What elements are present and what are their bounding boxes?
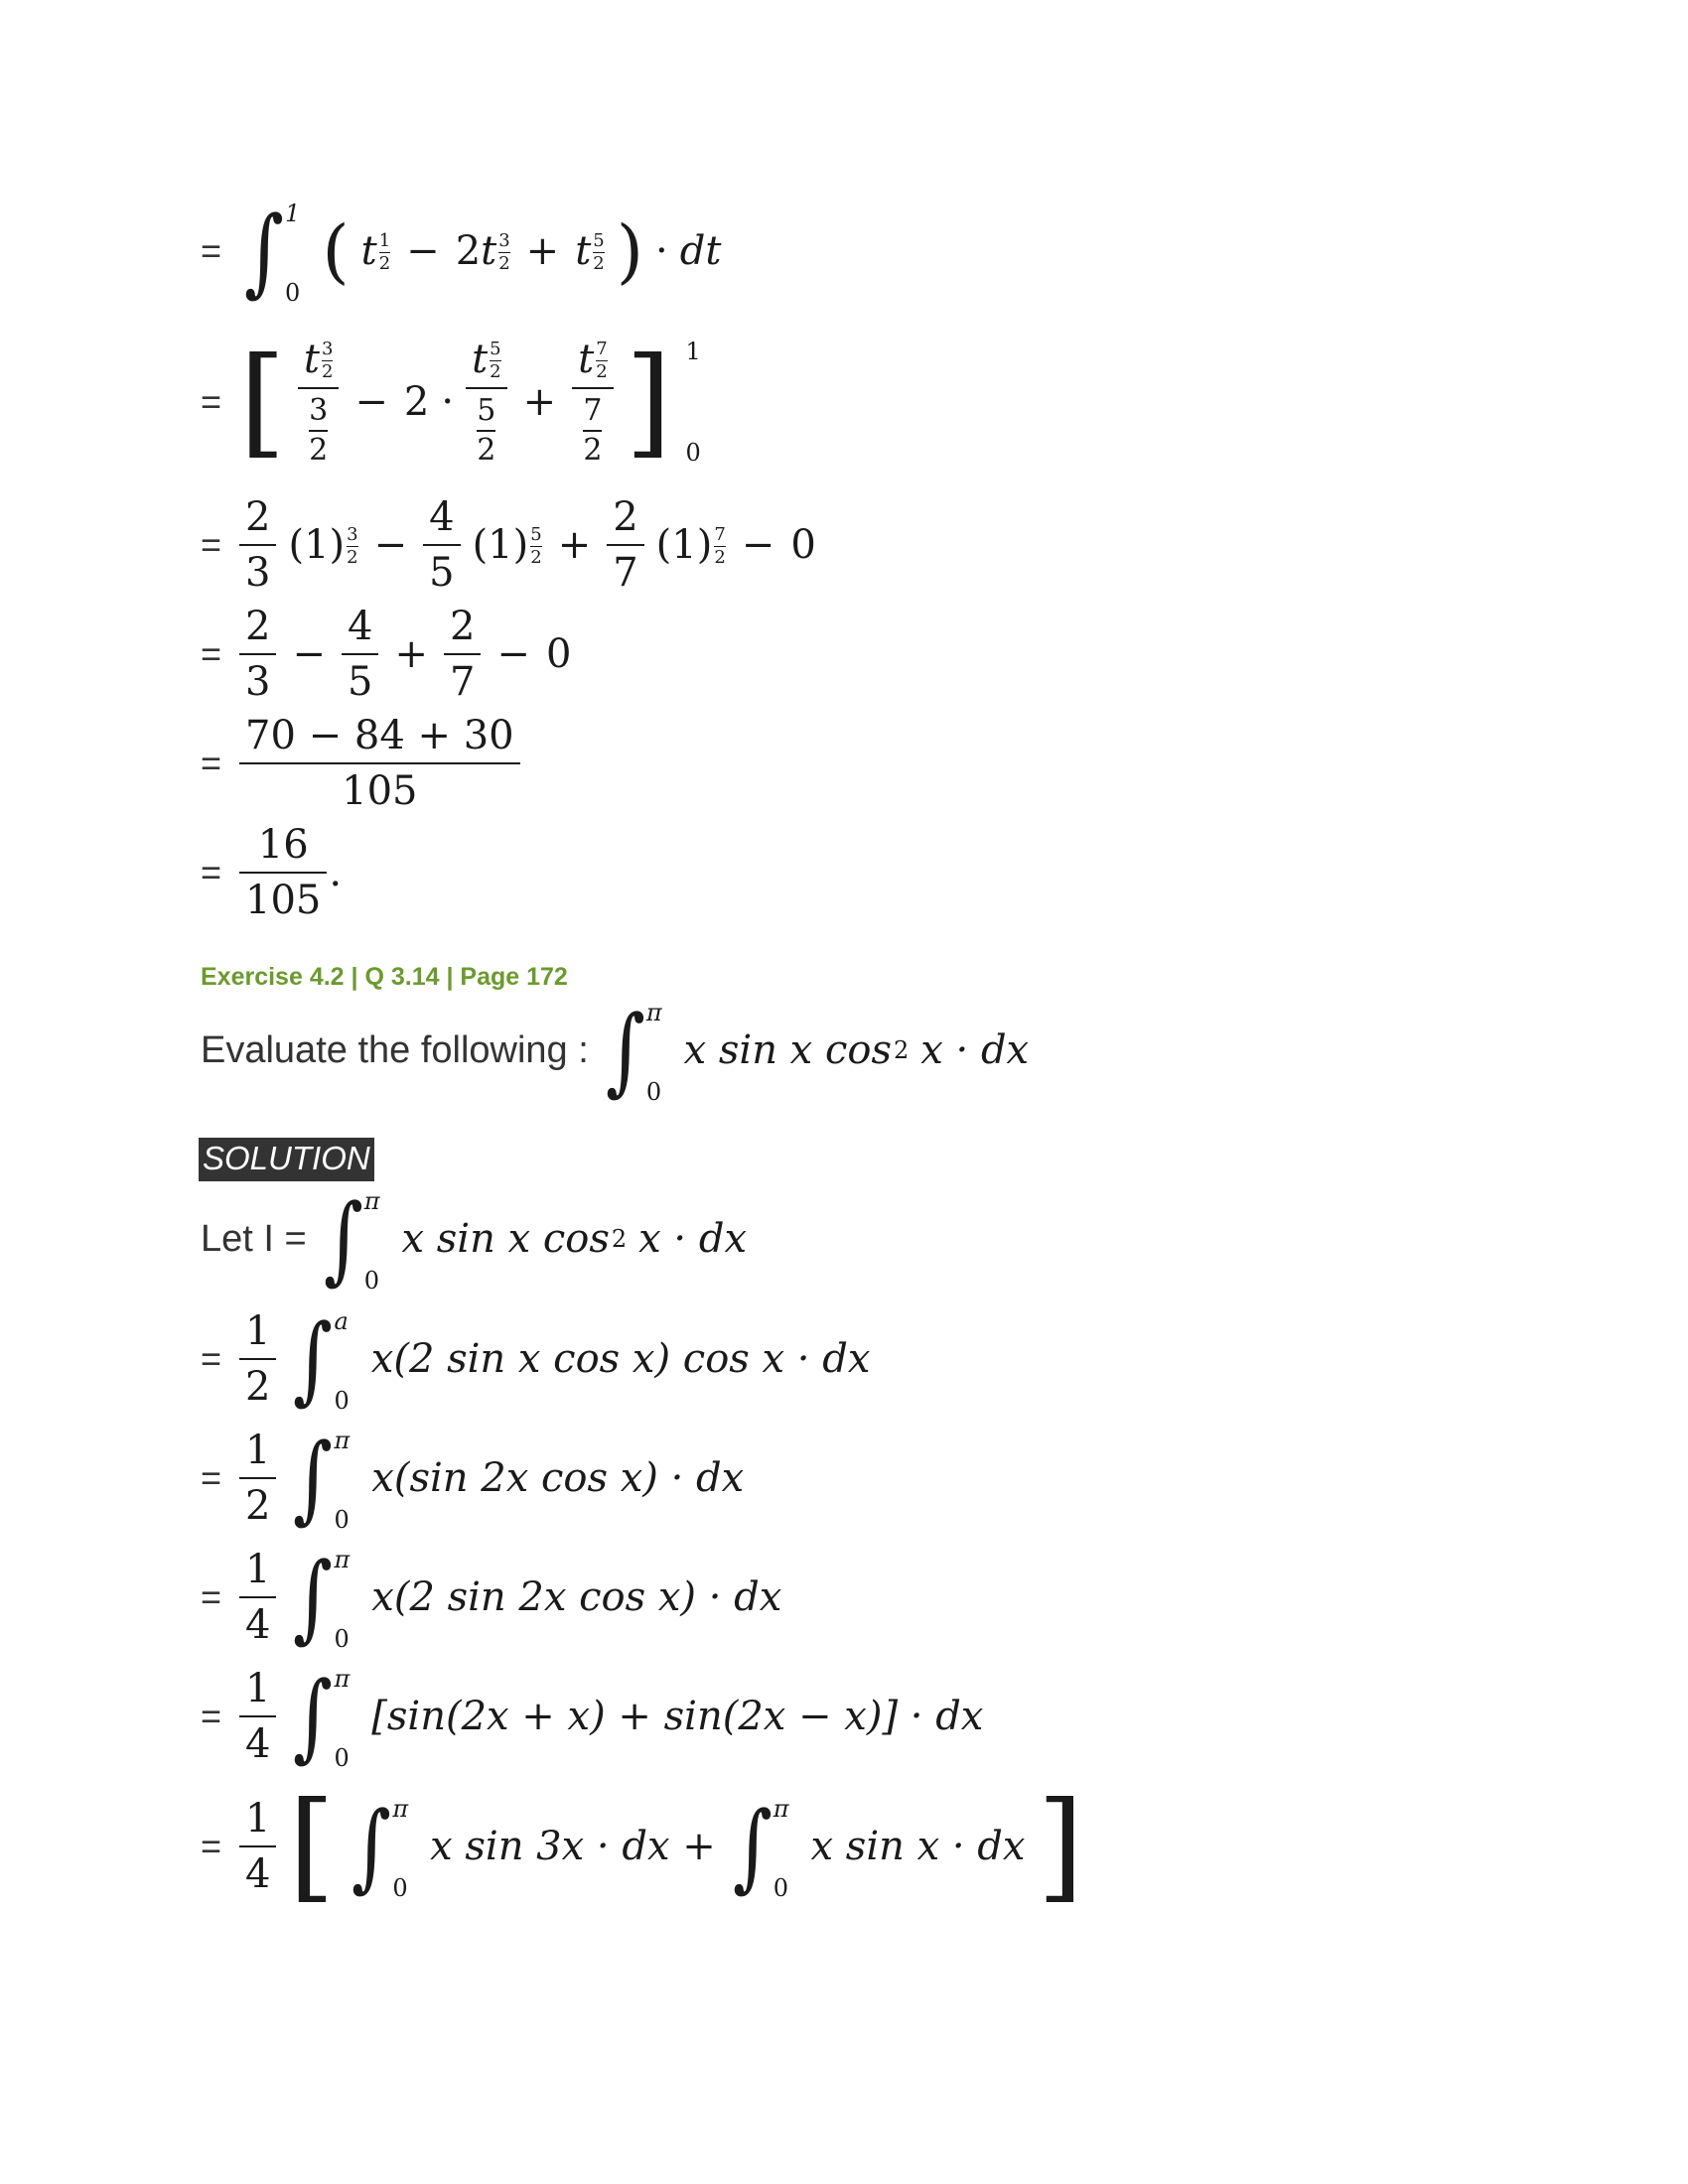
integral [239,196,310,307]
coefficient: 2 [403,379,430,425]
fraction-t-seven-halves: t $\frac{7}{2}$ $\frac{7}{2}$ [572,339,614,466]
final-fraction: $\frac{16}{105}$ [239,824,327,921]
equals-sign: = [201,381,222,422]
term-2t-three-halves: 2t $\frac{3}{2}$ [455,228,510,274]
let-statement: Let I = [201,1217,307,1260]
solution-line-2: = $\frac{1}{2}$ ∫ a 0 x(2 sin x cos x) cos x · dx [201,1303,871,1415]
equals-sign: = [201,852,222,892]
right-bracket: ] [625,333,672,471]
fraction-combined: $\frac{70 - 84 + 30}{105}$ [239,715,520,812]
step-line-6: = $\frac{16}{105}$ . [201,822,343,923]
fraction-two-sevenths: $\frac{2}{7}$ [607,496,643,594]
fraction-four-fifths: $\frac{4}{5}$ [423,496,460,594]
plus-sign: + [525,228,560,274]
question-line: Evaluate the following : ∫ π 0 x sin x cos 2 x · dx [201,995,1030,1106]
step-line-1 [201,196,722,307]
upper-limit: 1 [285,200,301,227]
solution-line-3: = $\frac{1}{2}$ ∫ π 0 x(sin 2x cos x) · dx [201,1423,745,1534]
differential: dt [679,228,722,274]
equals-sign: = [201,524,222,565]
fraction-t-three-halves: t $\frac{3}{2}$ $\frac{3}{2}$ [298,339,340,466]
left-bracket: [ [239,333,286,471]
integral: ∫ π 0 [605,995,662,1106]
lower-limit: 0 [285,279,301,307]
dot-operator: · [441,379,455,425]
step-line-4: = $\frac{2}{3}$ − $\frac{4}{5}$ + $\frac{2}{7}$ − 0 [201,604,572,705]
term-t-half: t $\frac{1}{2}$ [360,228,391,274]
fraction-t-five-halves: t $\frac{5}{2}$ $\frac{5}{2}$ [466,339,507,466]
question-prefix: Evaluate the following : [201,1028,589,1071]
solution-badge: SOLUTION [199,1138,374,1181]
dot-operator: · [655,228,668,274]
evaluation-limits: 1 0 [685,338,701,467]
left-paren: ( [322,210,350,292]
integral-limits [285,200,301,307]
equals-sign: = [201,633,222,674]
exercise-label: Exercise 4.2 | Q 3.14 | Page 172 [201,963,568,991]
solution-line-4: = $\frac{1}{4}$ ∫ π 0 x(2 sin 2x cos x) · dx [201,1542,782,1653]
equals-sign: = [201,230,222,271]
integral-sign: ∫ [244,196,285,307]
fraction-two-thirds: $\frac{2}{3}$ [239,496,276,594]
step-line-2 [201,333,701,471]
step-line-3: = $\frac{2}{3}$ (1) $\frac{3}{2}$ − $\frac{4}{5}$ (1) $\frac{5}{2}$ + $\frac{2}{7}$ (1) $\frac{7}{2}$ − 0 [201,494,816,596]
solution-line-6: = $\frac{1}{4}$ [ ∫ π 0 x sin 3x · dx + ∫ π 0 x sin x · dx ] [201,1777,1084,1915]
plus-sign: + [522,379,557,425]
equals-sign: = [201,743,222,783]
term-t-five-halves: t $\frac{5}{2}$ [575,228,605,274]
step-line-5 [201,715,520,812]
solution-line-1: Let I = ∫ π 0 x sin x cos 2 x · dx [201,1183,748,1295]
solution-line-5: = $\frac{1}{4}$ ∫ π 0 [sin(2x + x) + sin(2x − x)] · dx [201,1661,984,1772]
right-paren: ) [616,210,644,292]
minus-sign: − [406,228,440,274]
minus-sign: − [354,379,388,425]
